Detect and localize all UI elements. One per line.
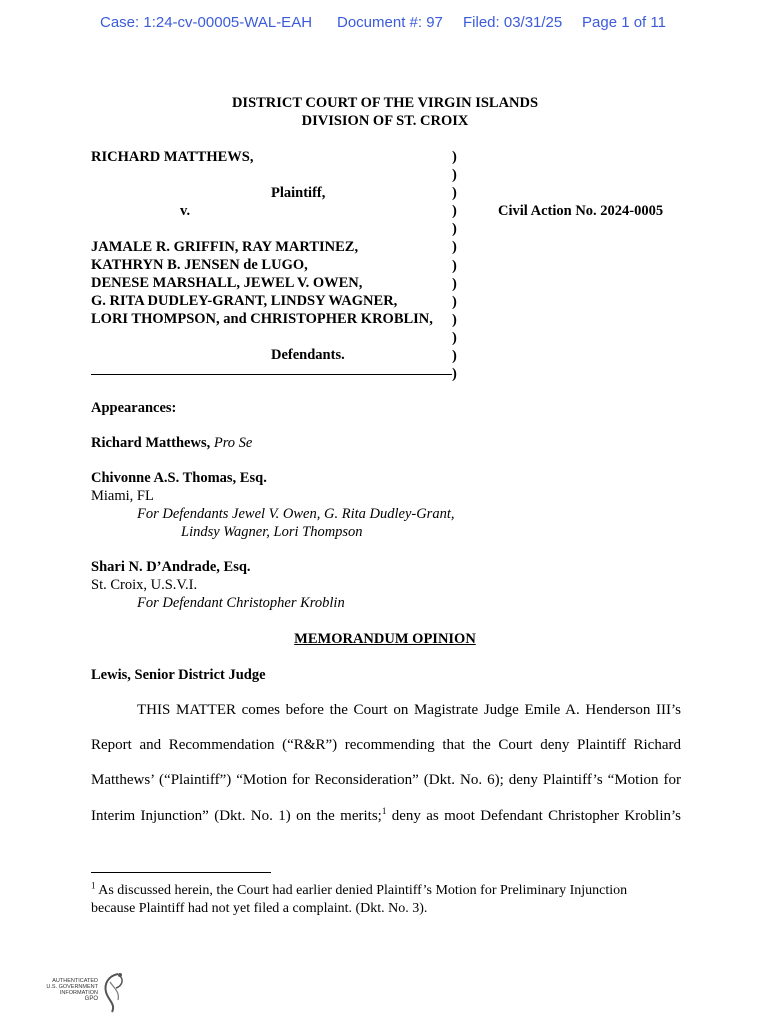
- civil-action-number: Civil Action No. 2024-0005: [498, 203, 664, 219]
- pro-se-appearance: Richard Matthews, Pro Se: [91, 435, 253, 451]
- appearances-heading: Appearances:: [91, 400, 177, 416]
- document-number: Document #: 97: [337, 14, 443, 31]
- footnote-reference[interactable]: 1: [381, 806, 387, 816]
- court-name: DISTRICT COURT OF THE VIRGIN ISLANDS: [231, 95, 539, 111]
- defendant-line: LORI THOMPSON, and CHRISTOPHER KROBLIN,: [91, 311, 433, 327]
- counsel-name: Shari N. D’Andrade, Esq.: [91, 559, 251, 575]
- defendants-label: Defendants.: [271, 347, 345, 363]
- plaintiff-name: RICHARD MATTHEWS,: [91, 149, 254, 165]
- counsel-represents: Lindsy Wagner, Lori Thompson: [181, 524, 363, 540]
- defendant-line: G. RITA DUDLEY-GRANT, LINDSY WAGNER,: [91, 293, 398, 309]
- filing-header: [0, 14, 770, 34]
- court-division: DIVISION OF ST. CROIX: [301, 113, 469, 129]
- caption-parentheses: ) ) ) ) ) ) ) ) ) ) ) ) ): [452, 149, 457, 383]
- filed-date: Filed: 03/31/25: [463, 14, 563, 31]
- page-count: Page 1 of 11: [582, 14, 666, 31]
- defendant-line: DENESE MARSHALL, JEWEL V. OWEN,: [91, 275, 363, 291]
- gpo-authentication-seal: AUTHENTICATED U.S. GOVERNMENT INFORMATION GPO: [44, 970, 134, 1016]
- footnote-separator: [91, 872, 271, 873]
- eagle-icon: [98, 970, 130, 1014]
- footnote-marker: 1: [91, 880, 96, 891]
- judge-line: Lewis, Senior District Judge: [91, 667, 266, 683]
- counsel-represents: For Defendants Jewel V. Owen, G. Rita Dudley-Grant,: [137, 506, 455, 522]
- case-number: Case: 1:24-cv-00005-WAL-EAH: [100, 14, 313, 31]
- footnote: because Plaintiff had not yet filed a complaint. (Dkt. No. 3).: [91, 901, 428, 916]
- counsel-city: Miami, FL: [91, 488, 154, 504]
- footnote: $^1$ As discussed herein, the Court had earlier denied Plaintiff’s Motion for Preliminary Injunction: [91, 880, 628, 898]
- counsel-city: St. Croix, U.S.V.I.: [91, 577, 198, 593]
- versus: v.: [180, 203, 191, 219]
- counsel-represents: For Defendant Christopher Kroblin: [137, 595, 345, 611]
- plaintiff-label: Plaintiff,: [271, 185, 326, 201]
- counsel-name: Chivonne A.S. Thomas, Esq.: [91, 470, 267, 486]
- body-line: THIS MATTER comes before the Court on Magistrate Judge Emile A. Henderson III’s: [137, 702, 681, 718]
- opinion-title: MEMORANDUM OPINION: [294, 631, 476, 647]
- defendant-line: KATHRYN B. JENSEN de LUGO,: [91, 257, 308, 273]
- body-line: Report and Recommendation (“R&R”) recommending that the Court deny Plaintiff Richard: [91, 737, 681, 753]
- defendant-line: JAMALE R. GRIFFIN, RAY MARTINEZ,: [91, 239, 359, 255]
- body-line: Interim Injunction” (Dkt. No. 1) on the merits;$^1$ deny as moot Defendant Christopher Kroblin’s: [91, 806, 681, 824]
- body-line: Matthews’ (“Plaintiff”) “Motion for Reconsideration” (Dkt. No. 6); deny Plaintiff’s “Motion for: [91, 772, 681, 788]
- caption-rule: [91, 374, 452, 375]
